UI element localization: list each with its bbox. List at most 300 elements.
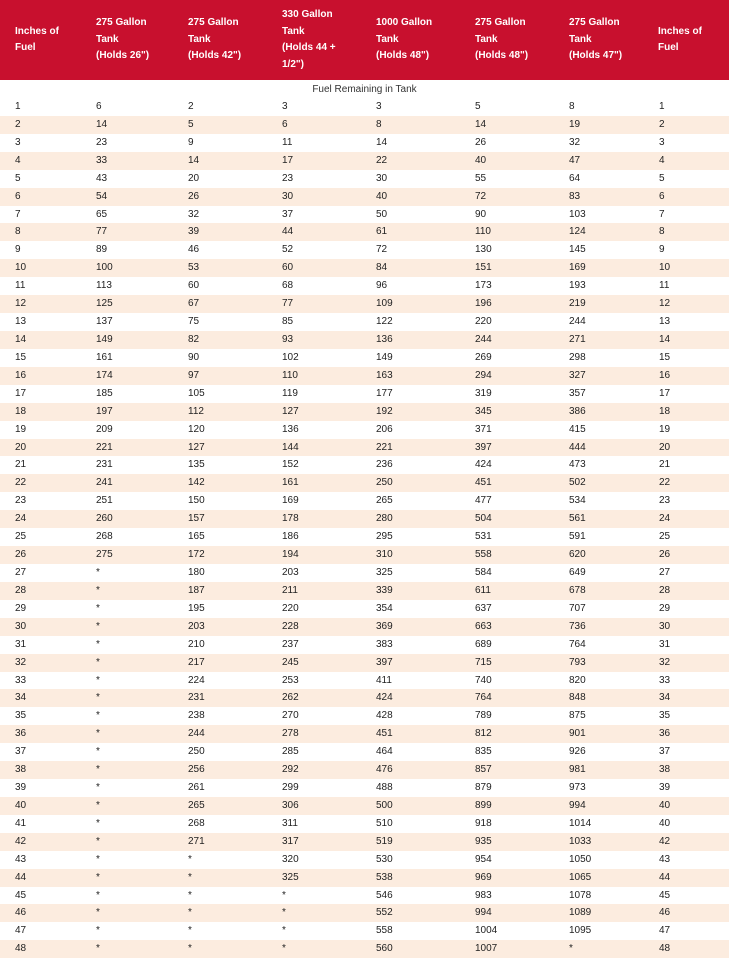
table-row — [0, 313, 729, 331]
cell-tank-275-42: 271 — [174, 833, 268, 851]
cell-tank-275-48: 14 — [461, 116, 555, 134]
cell-tank-275-42: 180 — [174, 564, 268, 582]
table-body — [0, 98, 729, 958]
cell-tank-275-26: * — [82, 654, 174, 672]
cell-inches-right: 44 — [649, 869, 729, 887]
table-row — [0, 672, 729, 690]
cell-tank-1000-48: 280 — [362, 510, 461, 528]
table-row — [0, 725, 729, 743]
cell-inches-right: 26 — [649, 546, 729, 564]
cell-tank-1000-48: 558 — [362, 922, 461, 940]
cell-inches-right: 4 — [649, 152, 729, 170]
table-row — [0, 600, 729, 618]
cell-tank-330-44-half: 30 — [268, 188, 362, 206]
cell-tank-275-42: 105 — [174, 385, 268, 403]
cell-tank-275-47: 561 — [555, 510, 649, 528]
table-row — [0, 761, 729, 779]
cell-tank-275-47: 124 — [555, 223, 649, 241]
cell-inches-right: 47 — [649, 922, 729, 940]
cell-tank-275-26: * — [82, 904, 174, 922]
table-row — [0, 421, 729, 439]
cell-tank-275-48: 764 — [461, 689, 555, 707]
cell-tank-275-47: 103 — [555, 206, 649, 224]
cell-tank-330-44-half: 211 — [268, 582, 362, 600]
table-row — [0, 116, 729, 134]
cell-tank-330-44-half: 136 — [268, 421, 362, 439]
cell-tank-1000-48: 30 — [362, 170, 461, 188]
cell-tank-275-48: 531 — [461, 528, 555, 546]
cell-tank-275-48: 879 — [461, 779, 555, 797]
cell-tank-275-47: * — [555, 940, 649, 958]
cell-inches-left: 12 — [0, 295, 82, 313]
cell-tank-275-26: 241 — [82, 474, 174, 492]
cell-inches-right: 20 — [649, 439, 729, 457]
header-row — [0, 0, 729, 80]
cell-tank-330-44-half: 152 — [268, 456, 362, 474]
cell-tank-275-48: 558 — [461, 546, 555, 564]
cell-tank-275-47: 169 — [555, 259, 649, 277]
table-row — [0, 492, 729, 510]
cell-tank-275-26: 137 — [82, 313, 174, 331]
cell-tank-275-26: * — [82, 869, 174, 887]
cell-tank-275-47: 764 — [555, 636, 649, 654]
cell-tank-275-47: 271 — [555, 331, 649, 349]
table-row — [0, 528, 729, 546]
cell-tank-275-42: 75 — [174, 313, 268, 331]
cell-tank-275-48: 173 — [461, 277, 555, 295]
cell-tank-330-44-half: 23 — [268, 170, 362, 188]
cell-inches-left: 19 — [0, 421, 82, 439]
cell-tank-275-47: 981 — [555, 761, 649, 779]
cell-inches-right: 22 — [649, 474, 729, 492]
cell-tank-275-47: 534 — [555, 492, 649, 510]
cell-tank-330-44-half: 77 — [268, 295, 362, 313]
cell-inches-right: 3 — [649, 134, 729, 152]
cell-tank-275-26: * — [82, 707, 174, 725]
cell-inches-left: 21 — [0, 456, 82, 474]
cell-tank-275-26: 275 — [82, 546, 174, 564]
cell-inches-left: 46 — [0, 904, 82, 922]
cell-tank-275-26: * — [82, 636, 174, 654]
cell-tank-275-26: 14 — [82, 116, 174, 134]
table-row — [0, 940, 729, 958]
cell-inches-left: 42 — [0, 833, 82, 851]
cell-tank-1000-48: 50 — [362, 206, 461, 224]
cell-inches-right: 38 — [649, 761, 729, 779]
cell-inches-left: 9 — [0, 241, 82, 259]
cell-inches-left: 2 — [0, 116, 82, 134]
cell-tank-1000-48: 40 — [362, 188, 461, 206]
cell-tank-1000-48: 221 — [362, 439, 461, 457]
cell-inches-right: 48 — [649, 940, 729, 958]
cell-tank-275-47: 707 — [555, 600, 649, 618]
cell-inches-left: 34 — [0, 689, 82, 707]
cell-tank-275-42: 217 — [174, 654, 268, 672]
table-row — [0, 456, 729, 474]
cell-inches-right: 14 — [649, 331, 729, 349]
cell-tank-275-48: 715 — [461, 654, 555, 672]
cell-tank-275-48: 244 — [461, 331, 555, 349]
cell-tank-275-47: 444 — [555, 439, 649, 457]
cell-inches-right: 33 — [649, 672, 729, 690]
cell-inches-right: 11 — [649, 277, 729, 295]
cell-tank-275-26: * — [82, 618, 174, 636]
cell-tank-275-26: * — [82, 582, 174, 600]
cell-tank-1000-48: 109 — [362, 295, 461, 313]
cell-tank-275-47: 415 — [555, 421, 649, 439]
cell-tank-275-48: 935 — [461, 833, 555, 851]
cell-tank-1000-48: 295 — [362, 528, 461, 546]
cell-tank-275-47: 901 — [555, 725, 649, 743]
cell-tank-275-48: 789 — [461, 707, 555, 725]
cell-tank-275-42: 112 — [174, 403, 268, 421]
cell-tank-330-44-half: 262 — [268, 689, 362, 707]
cell-inches-left: 38 — [0, 761, 82, 779]
cell-tank-275-47: 1095 — [555, 922, 649, 940]
cell-inches-left: 5 — [0, 170, 82, 188]
cell-tank-275-48: 918 — [461, 815, 555, 833]
cell-tank-275-26: * — [82, 940, 174, 958]
cell-tank-275-47: 327 — [555, 367, 649, 385]
cell-tank-275-47: 1033 — [555, 833, 649, 851]
cell-tank-275-42: 244 — [174, 725, 268, 743]
cell-tank-330-44-half: 144 — [268, 439, 362, 457]
cell-tank-330-44-half: 52 — [268, 241, 362, 259]
table-row — [0, 618, 729, 636]
cell-inches-right: 15 — [649, 349, 729, 367]
cell-inches-left: 36 — [0, 725, 82, 743]
cell-tank-275-42: 20 — [174, 170, 268, 188]
cell-inches-right: 13 — [649, 313, 729, 331]
cell-inches-left: 28 — [0, 582, 82, 600]
cell-tank-275-47: 678 — [555, 582, 649, 600]
cell-tank-275-48: 477 — [461, 492, 555, 510]
cell-tank-330-44-half: * — [268, 887, 362, 905]
cell-inches-left: 22 — [0, 474, 82, 492]
cell-tank-275-42: * — [174, 940, 268, 958]
cell-tank-330-44-half: 317 — [268, 833, 362, 851]
cell-tank-275-42: 187 — [174, 582, 268, 600]
cell-tank-275-48: 835 — [461, 743, 555, 761]
cell-tank-330-44-half: 270 — [268, 707, 362, 725]
cell-tank-275-48: 954 — [461, 851, 555, 869]
cell-tank-1000-48: 22 — [362, 152, 461, 170]
cell-tank-275-48: 611 — [461, 582, 555, 600]
cell-tank-275-26: 100 — [82, 259, 174, 277]
cell-tank-330-44-half: 93 — [268, 331, 362, 349]
cell-tank-1000-48: 488 — [362, 779, 461, 797]
cell-tank-275-26: 185 — [82, 385, 174, 403]
cell-inches-right: 30 — [649, 618, 729, 636]
cell-tank-275-26: * — [82, 833, 174, 851]
cell-tank-330-44-half: * — [268, 922, 362, 940]
cell-tank-275-26: 231 — [82, 456, 174, 474]
cell-inches-right: 46 — [649, 904, 729, 922]
header-275-gallon-26: 275 Gallon Tank (Holds 26") — [82, 0, 174, 80]
table-row — [0, 277, 729, 295]
cell-tank-330-44-half: 203 — [268, 564, 362, 582]
cell-tank-1000-48: 61 — [362, 223, 461, 241]
cell-tank-275-26: * — [82, 600, 174, 618]
cell-tank-275-42: 60 — [174, 277, 268, 295]
cell-tank-275-48: 969 — [461, 869, 555, 887]
cell-tank-1000-48: 424 — [362, 689, 461, 707]
cell-tank-275-48: 130 — [461, 241, 555, 259]
cell-inches-left: 11 — [0, 277, 82, 295]
cell-tank-275-47: 357 — [555, 385, 649, 403]
table-row — [0, 170, 729, 188]
cell-tank-330-44-half: 119 — [268, 385, 362, 403]
cell-tank-275-48: 994 — [461, 904, 555, 922]
cell-tank-275-26: * — [82, 815, 174, 833]
table-row — [0, 743, 729, 761]
cell-tank-1000-48: 428 — [362, 707, 461, 725]
cell-tank-1000-48: 510 — [362, 815, 461, 833]
cell-tank-275-26: * — [82, 851, 174, 869]
cell-tank-1000-48: 397 — [362, 654, 461, 672]
header-inches-of-fuel-right: Inches of Fuel — [649, 0, 729, 80]
cell-tank-275-47: 994 — [555, 797, 649, 815]
cell-tank-1000-48: 339 — [362, 582, 461, 600]
cell-tank-275-42: 256 — [174, 761, 268, 779]
cell-tank-275-48: 5 — [461, 98, 555, 116]
cell-tank-1000-48: 250 — [362, 474, 461, 492]
cell-tank-275-48: 90 — [461, 206, 555, 224]
table-row — [0, 349, 729, 367]
cell-inches-right: 9 — [649, 241, 729, 259]
cell-tank-275-42: 90 — [174, 349, 268, 367]
cell-tank-275-42: 32 — [174, 206, 268, 224]
cell-tank-275-48: 40 — [461, 152, 555, 170]
cell-tank-330-44-half: 186 — [268, 528, 362, 546]
cell-tank-275-48: 740 — [461, 672, 555, 690]
cell-tank-275-26: 221 — [82, 439, 174, 457]
cell-tank-275-26: 174 — [82, 367, 174, 385]
cell-inches-right: 8 — [649, 223, 729, 241]
cell-tank-275-42: 26 — [174, 188, 268, 206]
table-row — [0, 385, 729, 403]
cell-tank-1000-48: 84 — [362, 259, 461, 277]
cell-inches-right: 36 — [649, 725, 729, 743]
cell-tank-275-26: * — [82, 743, 174, 761]
cell-tank-275-48: 151 — [461, 259, 555, 277]
table-header — [0, 0, 729, 80]
cell-tank-1000-48: 96 — [362, 277, 461, 295]
cell-tank-275-26: 161 — [82, 349, 174, 367]
cell-tank-275-26: * — [82, 689, 174, 707]
cell-tank-330-44-half: 237 — [268, 636, 362, 654]
cell-inches-left: 18 — [0, 403, 82, 421]
cell-tank-275-47: 47 — [555, 152, 649, 170]
cell-tank-330-44-half: 325 — [268, 869, 362, 887]
cell-tank-1000-48: 383 — [362, 636, 461, 654]
table-row — [0, 904, 729, 922]
cell-tank-275-48: 294 — [461, 367, 555, 385]
cell-tank-275-47: 1078 — [555, 887, 649, 905]
cell-tank-275-42: 210 — [174, 636, 268, 654]
cell-tank-275-47: 793 — [555, 654, 649, 672]
cell-tank-275-42: 53 — [174, 259, 268, 277]
cell-tank-330-44-half: 278 — [268, 725, 362, 743]
table-row — [0, 295, 729, 313]
cell-tank-275-48: 220 — [461, 313, 555, 331]
table-row — [0, 779, 729, 797]
table-row — [0, 636, 729, 654]
cell-inches-right: 10 — [649, 259, 729, 277]
cell-inches-right: 16 — [649, 367, 729, 385]
table-row — [0, 582, 729, 600]
cell-tank-275-48: 637 — [461, 600, 555, 618]
subtitle-row — [0, 80, 729, 98]
cell-tank-330-44-half: 85 — [268, 313, 362, 331]
cell-tank-1000-48: 177 — [362, 385, 461, 403]
cell-inches-right: 12 — [649, 295, 729, 313]
cell-tank-330-44-half: 68 — [268, 277, 362, 295]
cell-tank-1000-48: 136 — [362, 331, 461, 349]
cell-inches-left: 27 — [0, 564, 82, 582]
cell-tank-275-47: 64 — [555, 170, 649, 188]
cell-tank-275-42: 142 — [174, 474, 268, 492]
cell-tank-1000-48: 3 — [362, 98, 461, 116]
cell-tank-275-48: 663 — [461, 618, 555, 636]
cell-tank-1000-48: 530 — [362, 851, 461, 869]
cell-inches-right: 31 — [649, 636, 729, 654]
cell-tank-275-47: 926 — [555, 743, 649, 761]
cell-tank-1000-48: 500 — [362, 797, 461, 815]
cell-tank-330-44-half: 253 — [268, 672, 362, 690]
cell-inches-right: 29 — [649, 600, 729, 618]
table-row — [0, 331, 729, 349]
cell-tank-275-48: 371 — [461, 421, 555, 439]
cell-tank-275-47: 244 — [555, 313, 649, 331]
cell-inches-left: 31 — [0, 636, 82, 654]
table-row — [0, 689, 729, 707]
cell-tank-275-42: 250 — [174, 743, 268, 761]
cell-tank-275-26: 251 — [82, 492, 174, 510]
cell-tank-275-26: 209 — [82, 421, 174, 439]
cell-tank-275-42: * — [174, 904, 268, 922]
cell-inches-left: 40 — [0, 797, 82, 815]
cell-tank-1000-48: 451 — [362, 725, 461, 743]
cell-tank-275-47: 848 — [555, 689, 649, 707]
cell-tank-275-26: 89 — [82, 241, 174, 259]
cell-tank-275-26: 149 — [82, 331, 174, 349]
cell-tank-275-47: 298 — [555, 349, 649, 367]
header-275-gallon-47: 275 Gallon Tank (Holds 47") — [555, 0, 649, 80]
cell-inches-right: 6 — [649, 188, 729, 206]
cell-tank-330-44-half: 299 — [268, 779, 362, 797]
table-row — [0, 510, 729, 528]
cell-inches-right: 32 — [649, 654, 729, 672]
cell-tank-275-48: 196 — [461, 295, 555, 313]
cell-tank-330-44-half: 320 — [268, 851, 362, 869]
cell-tank-330-44-half: * — [268, 940, 362, 958]
cell-tank-275-48: 72 — [461, 188, 555, 206]
cell-tank-1000-48: 411 — [362, 672, 461, 690]
cell-tank-275-48: 1004 — [461, 922, 555, 940]
cell-inches-right: 40 — [649, 815, 729, 833]
cell-tank-275-47: 502 — [555, 474, 649, 492]
cell-tank-1000-48: 8 — [362, 116, 461, 134]
cell-tank-275-47: 1065 — [555, 869, 649, 887]
table-row — [0, 474, 729, 492]
cell-tank-1000-48: 552 — [362, 904, 461, 922]
cell-tank-330-44-half: 11 — [268, 134, 362, 152]
cell-inches-left: 20 — [0, 439, 82, 457]
cell-inches-right: 40 — [649, 797, 729, 815]
cell-inches-left: 6 — [0, 188, 82, 206]
table-row — [0, 654, 729, 672]
cell-inches-right: 25 — [649, 528, 729, 546]
cell-tank-275-47: 8 — [555, 98, 649, 116]
cell-tank-275-47: 83 — [555, 188, 649, 206]
cell-inches-right: 1 — [649, 98, 729, 116]
cell-tank-275-26: 23 — [82, 134, 174, 152]
cell-tank-275-26: 33 — [82, 152, 174, 170]
table-row — [0, 546, 729, 564]
cell-tank-1000-48: 560 — [362, 940, 461, 958]
cell-tank-1000-48: 476 — [362, 761, 461, 779]
cell-tank-275-48: 899 — [461, 797, 555, 815]
cell-tank-275-47: 591 — [555, 528, 649, 546]
cell-tank-275-26: * — [82, 779, 174, 797]
cell-tank-275-42: 165 — [174, 528, 268, 546]
table-row — [0, 833, 729, 851]
cell-inches-left: 37 — [0, 743, 82, 761]
cell-tank-275-42: 39 — [174, 223, 268, 241]
cell-tank-1000-48: 265 — [362, 492, 461, 510]
cell-tank-275-42: 14 — [174, 152, 268, 170]
cell-tank-275-48: 504 — [461, 510, 555, 528]
cell-tank-275-47: 649 — [555, 564, 649, 582]
cell-tank-275-26: 125 — [82, 295, 174, 313]
table-row — [0, 815, 729, 833]
cell-tank-1000-48: 538 — [362, 869, 461, 887]
table-row — [0, 403, 729, 421]
header-275-gallon-42: 275 Gallon Tank (Holds 42") — [174, 0, 268, 80]
cell-inches-right: 19 — [649, 421, 729, 439]
table-row — [0, 887, 729, 905]
table-row — [0, 134, 729, 152]
cell-inches-left: 14 — [0, 331, 82, 349]
cell-tank-275-48: 319 — [461, 385, 555, 403]
cell-inches-left: 3 — [0, 134, 82, 152]
cell-tank-275-47: 875 — [555, 707, 649, 725]
cell-tank-275-42: 238 — [174, 707, 268, 725]
cell-tank-275-47: 973 — [555, 779, 649, 797]
cell-inches-left: 43 — [0, 851, 82, 869]
header-inches-of-fuel-left: Inches of Fuel — [0, 0, 82, 80]
cell-tank-275-48: 424 — [461, 456, 555, 474]
cell-inches-left: 15 — [0, 349, 82, 367]
cell-tank-275-42: 157 — [174, 510, 268, 528]
cell-inches-right: 42 — [649, 833, 729, 851]
cell-inches-left: 45 — [0, 887, 82, 905]
cell-tank-275-42: 46 — [174, 241, 268, 259]
cell-tank-330-44-half: 44 — [268, 223, 362, 241]
cell-tank-275-47: 1050 — [555, 851, 649, 869]
cell-tank-275-42: 224 — [174, 672, 268, 690]
cell-tank-275-48: 1007 — [461, 940, 555, 958]
cell-inches-left: 30 — [0, 618, 82, 636]
cell-tank-1000-48: 72 — [362, 241, 461, 259]
cell-tank-275-42: * — [174, 851, 268, 869]
cell-tank-275-48: 584 — [461, 564, 555, 582]
cell-tank-1000-48: 192 — [362, 403, 461, 421]
cell-tank-275-48: 269 — [461, 349, 555, 367]
cell-tank-275-26: 77 — [82, 223, 174, 241]
cell-tank-1000-48: 325 — [362, 564, 461, 582]
